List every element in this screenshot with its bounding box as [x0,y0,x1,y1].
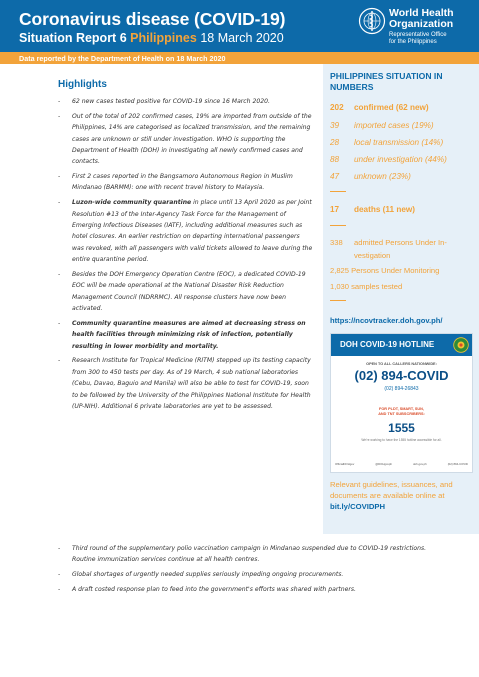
data-source-text: Data reported by the Department of Health on 18 March 2020 [19,53,226,63]
stat-label: unknown (23%) [354,172,411,181]
subtitle-country: Philippines [130,31,197,45]
guidelines-note [330,479,476,512]
hotline-note: We're working to have the 1555 hotline accessible for all. [361,438,442,442]
hotline-footer-facebook: OfficialDOHgov [335,462,355,466]
stat-unknown [330,172,411,181]
highlights-list [58,96,313,416]
highlight-item: - Research Institute for Tropical Medicine (RITM) stepped up its testing capacity from 300 to 450 tests per day. As of 19 March, 4 sub national laboratories (Cebu, Davao, Baguio and Manila) will also be able to test for COVID-19, soon to be followed by the University of the Philippines National Institute for Health (UP-NIH). Additional 6 private laboratories are yet to be assessed. [58,355,313,412]
highlight-item: - A draft costed response plan to feed into the government's efforts was shared with partners. [58,584,438,595]
hotline-number: (02) 894-COVID [354,368,449,383]
separator [330,191,346,192]
hotline-subscribers-line-2: AND TNT SUBSCRIBERS: [378,412,425,416]
stat-number: 28 [330,138,340,147]
stat-number: 47 [330,172,340,181]
ncov-tracker-link[interactable]: https://ncovtracker.doh.gov.ph/ [330,316,443,325]
stat-confirmed [330,103,429,112]
highlight-bold-text: Community quarantine measures are aimed at decreasing stress on health facilities through minimizing risk of infection, potentially resulting in lower morbidity and mortality. [72,319,306,350]
guidelines-link[interactable]: bit.ly/COVIDPH [330,502,386,511]
highlight-item: - Global shortages of urgently needed supplies seriously impeding ongoing procurements. [58,569,438,580]
stat-label: local transmission (14%) [354,138,444,147]
subtitle-report-number: Situation Report 6 [19,31,127,45]
hotline-footer [335,462,468,466]
stat-investigation [330,155,447,164]
stat-pui-continued: vestigation [354,251,391,260]
doh-seal-icon [453,337,469,353]
who-emblem-icon [358,7,386,35]
who-office-line-2: for the Philippines [389,38,437,45]
hotline-subscribers-label [331,407,472,417]
highlight-item [58,318,313,352]
who-name-line-1: World Health [389,7,454,19]
stat-imported [330,121,434,130]
report-title: Coronavirus disease (COVID-19) [19,9,286,29]
stat-label: confirmed (62 new) [354,103,429,112]
highlights-list-wide [58,543,438,599]
highlight-item: - 62 new cases tested positive for COVID-19 since 16 March 2020. [58,96,313,107]
stat-number: 39 [330,121,340,130]
who-office-line-1: Representative Office [389,32,447,38]
hotline-numeric: (02) 894-26843 [384,386,419,392]
data-source-bar [0,52,479,64]
situation-heading: PHILIPPINES SITUATION IN NUMBERS [330,71,443,93]
report-header [0,0,479,52]
hotline-short-number: 1555 [388,421,415,435]
stat-pui [330,238,447,247]
separator [330,225,346,226]
stat-number: 88 [330,155,340,164]
highlight-bold-phrase: Luzon-wide community quarantine [72,199,192,207]
stat-number: 338 [330,238,343,247]
highlight-item: - First 2 cases reported in the Bangsamoro Autonomous Region in Muslim Mindanao (BARMM): one with recent travel history to Malaysia. [58,171,313,194]
hotline-header [331,334,472,356]
hotline-callers-label: OPEN TO ALL CALLERS NATIONWIDE: [366,362,437,366]
who-wordmark [389,8,454,46]
stat-label: under investigation (44%) [354,155,447,164]
stat-number: 17 [330,205,340,214]
hotline-footer-twitter: @DOHgovph [375,462,392,466]
highlight-item: - Third round of the supplementary polio vaccination campaign in Mindanao suspended due to COVID-19 restrictions. Routine immunization services continue at all health centres. [58,543,438,566]
stat-deaths [330,205,415,214]
highlight-item [58,197,313,265]
stat-pum: 2,825 Persons Under Monitoring [330,266,440,275]
guidelines-text: Relevant guidelines, issuances, and documents are available online at [330,480,453,500]
hotline-footer-web: doh.gov.ph [413,462,427,466]
stat-local [330,138,443,147]
report-subtitle [19,31,284,45]
highlight-item: - Out of the total of 202 confirmed cases, 19% are imported from outside of the Philippines, 14% are categorised as localized transmission, and the remaining cases are unknown or still under investigation. WHO is supporting the Department of Health (DOH) in investigating all newly confirmed cases and contacts. [58,111,313,168]
hotline-title: DOH COVID-19 HOTLINE [340,340,435,349]
hotline-footer-phone: (02) 894-COVID [447,462,468,466]
stat-label: imported cases (19%) [354,121,434,130]
stat-label: deaths (11 new) [354,205,415,214]
separator [330,300,346,301]
stat-number: 202 [330,103,344,112]
highlight-item: - Besides the DOH Emergency Operation Centre (EOC), a dedicated COVID-19 EOC will be made operational at the National Disaster Risk Reduction Management Council (NDRRMC). All response clusters have now been activated. [58,269,313,315]
subtitle-date: 18 March 2020 [200,31,284,45]
highlight-text: in place until 13 April 2020 as per Joint Resolution #13 of the Inter-Agency Task Force for the Management of Emerging Infectious Diseases (IATF), including additional measures such as hotel closures. An earlier restriction on departing international passengers was revoked, with all passengers with valid tickets allowed to leave during the entire quarantine period. [72,199,313,264]
hotline-card [330,333,473,473]
highlights-heading: Highlights [58,79,107,90]
stat-samples: 1,030 samples tested [330,282,403,291]
hotline-subscribers-line-1: FOR PLDT, SMART, SUN, [379,407,424,411]
who-name-line-2: Organization [389,17,454,30]
stat-label: admitted Persons Under In- [354,238,447,247]
